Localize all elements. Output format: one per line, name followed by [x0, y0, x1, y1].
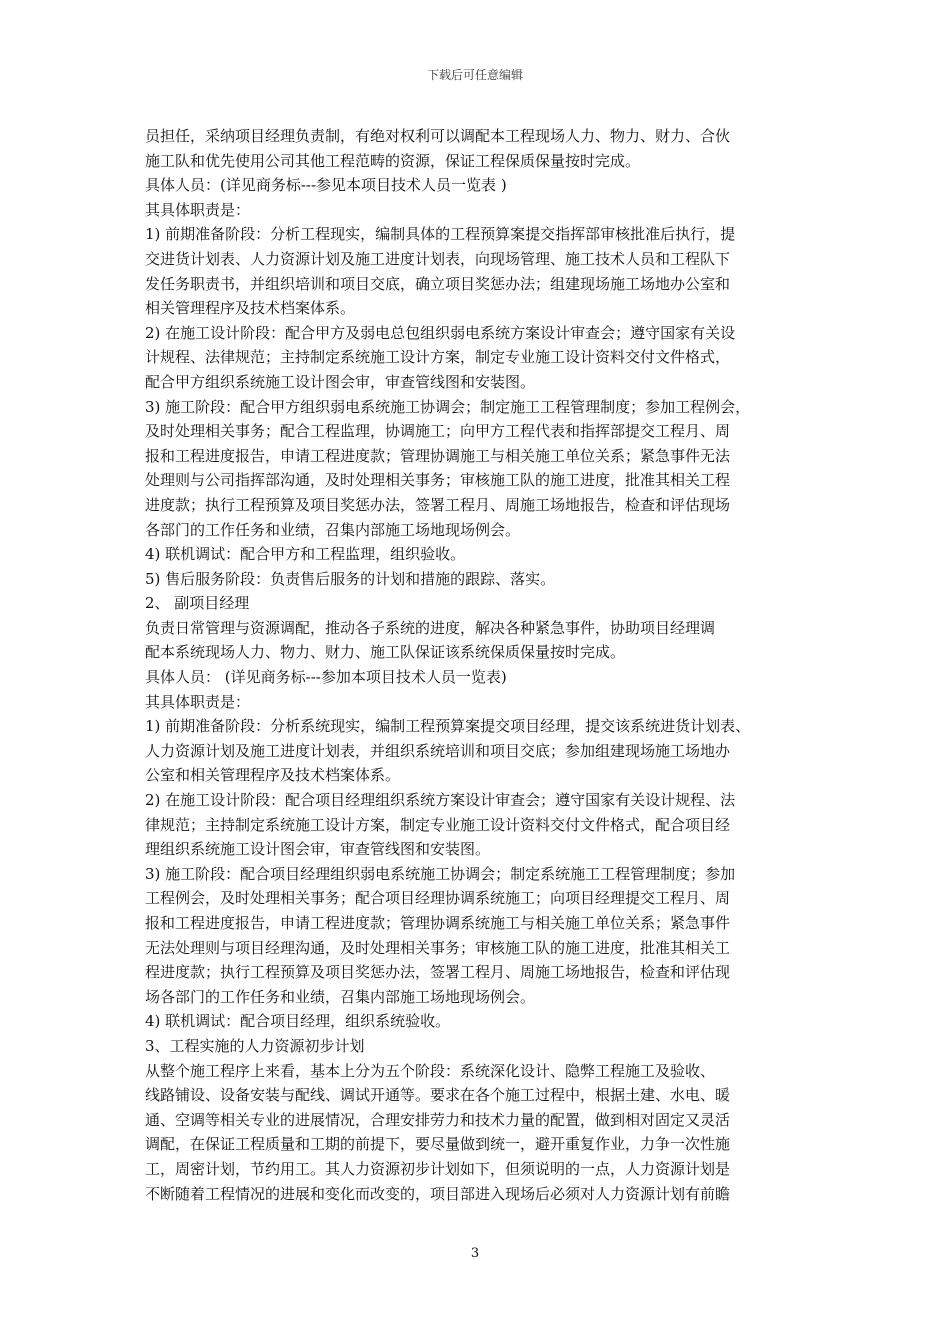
text-line: 4) 联机调试：配合项目经理，组织系统验收。: [145, 1012, 451, 1031]
page-header: 下载后可任意编辑: [426, 68, 523, 82]
text-line: 2) 在施工设计阶段：配合项目经理组织系统方案设计审查会；遵守国家有关设计规程、法: [145, 791, 736, 810]
text-line: 具体人员：(详见商务标---参见本项目技术人员一览表 ): [145, 176, 507, 195]
text-line: 其具体职责是：: [145, 692, 251, 711]
text-line: 程进度款；执行工程预算及项目奖惩办法，签署工程月、周施工场地报告，检查和评估现: [145, 963, 731, 982]
text-line: 配合甲方组织系统施工设计图会审，审查管线图和安装图。: [145, 372, 536, 391]
text-line: 交进货计划表、人力资源计划及施工进度计划表，向现场管理、施工技术人员和工程队下: [145, 249, 731, 268]
text-line: 通、空调等相关专业的进展情况，合理安排劳力和技术力量的配置，做到相对固定又灵活: [145, 1110, 731, 1129]
text-line: 5) 售后服务阶段：负责售后服务的计划和措施的跟踪、落实。: [145, 569, 556, 588]
text-line: 工，周密计划，节约用工。其人力资源初步计划如下，但须说明的一点，人力资源计划是: [145, 1159, 731, 1178]
text-line: 3) 施工阶段：配合甲方组织弱电系统施工协调会；制定施工工程管理制度；参加工程例会，: [145, 397, 751, 416]
text-line: 员担任，采纳项目经理负责制，有绝对权利可以调配本工程现场人力、物力、财力、合伙: [145, 127, 731, 145]
text-line: 发任务职责书，并组织培训和项目交底，确立项目奖惩办法；组建现场施工场地办公室和: [145, 274, 731, 293]
text-line: 工程例会，及时处理相关事务；配合项目经理协调系统施工；向项目经理提交工程月、周: [145, 889, 731, 908]
text-line: 4) 联机调试：配合甲方和工程监理，组织验收。: [145, 545, 466, 564]
text-line: 理组织系统施工设计图会审，审查管线图和安装图。: [145, 840, 491, 859]
text-line: 无法处理则与项目经理沟通，及时处理相关事务；审核施工队的施工进度，批准其相关工: [145, 938, 731, 957]
text-line: 2) 在施工设计阶段：配合甲方及弱电总包组织弱电系统方案设计审查会；遵守国家有关设: [145, 323, 736, 342]
text-line: 2、 副项目经理: [145, 594, 250, 613]
text-line: 1) 前期准备阶段：分析工程现实，编制具体的工程预算案提交指挥部审核批准后执行，提: [145, 225, 736, 244]
text-line: 人力资源计划及施工进度计划表，并组织系统培训和项目交底；参加组建现场施工场地办: [145, 741, 731, 760]
text-line: 律规范；主持制定系统施工设计方案，制定专业施工设计资料交付文件格式，配合项目经: [145, 815, 731, 834]
text-line: 处理则与公司指挥部沟通，及时处理相关事务；审核施工队的施工进度，批准其相关工程: [145, 471, 731, 490]
text-line: 配本系统现场人力、物力、财力、施工队保证该系统保质保量按时完成。: [145, 643, 626, 662]
page-number: 3: [470, 1246, 480, 1261]
text-line: 3、工程实施的人力资源初步计划: [145, 1036, 365, 1055]
text-line: 具体人员： (详见商务标---参加本项目技术人员一览表): [145, 668, 507, 687]
text-line: 1) 前期准备阶段：分析系统现实，编制工程预算案提交项目经理，提交该系统进货计划表、: [145, 717, 751, 736]
text-line: 进度款；执行工程预算及项目奖惩办法，签署工程月、周施工场地报告，检查和评估现场: [145, 495, 731, 514]
text-line: 不断随着工程情况的进展和变化而改变的，项目部进入现场后必须对人力资源计划有前瞻: [145, 1184, 731, 1203]
text-line: 报和工程进度报告，申请工程进度款；管理协调施工与相关施工单位关系；紧急事件无法: [145, 446, 731, 465]
text-line: 施工队和优先使用公司其他工程范畴的资源，保证工程保质保量按时完成。: [145, 151, 641, 170]
text-line: 负责日常管理与资源调配，推动各子系统的进度，解决各种紧急事件，协助项目经理调: [145, 618, 716, 637]
text-line: 相关管理程序及技术档案体系。: [145, 299, 356, 318]
document-body: [145, 124, 815, 1206]
text-line: 公室和相关管理程序及技术档案体系。: [145, 766, 401, 785]
text-line: 线路铺设、设备安装与配线、调试开通等。要求在各个施工过程中，根据土建、水电、暖: [145, 1086, 731, 1105]
text-line: 从整个施工程序上来看，基本上分为五个阶段：系统深化设计、隐弊工程施工及验收、: [145, 1061, 716, 1080]
text-line: 3) 施工阶段：配合项目经理组织弱电系统施工协调会；制定系统施工工程管理制度；参加: [145, 864, 736, 883]
text-line: 报和工程进度报告，申请工程进度款；管理协调系统施工与相关施工单位关系；紧急事件: [145, 914, 731, 932]
text-line: 计规程、法律规范；主持制定系统施工设计方案，制定专业施工设计资料交付文件格式，: [145, 348, 731, 367]
text-line: 调配，在保证工程质量和工期的前提下，要尽量做到统一，避开重复作业，力争一次性施: [145, 1135, 731, 1154]
text-line: 其具体职责是：: [145, 200, 251, 219]
text-line: 场各部门的工作任务和业绩，召集内部施工场地现场例会。: [145, 987, 536, 1006]
text-line: 各部门的工作任务和业绩，召集内部施工场地现场例会。: [145, 520, 521, 539]
text-line: 及时处理相关事务；配合工程监理，协调施工；向甲方工程代表和指挥部提交工程月、周: [145, 422, 731, 441]
